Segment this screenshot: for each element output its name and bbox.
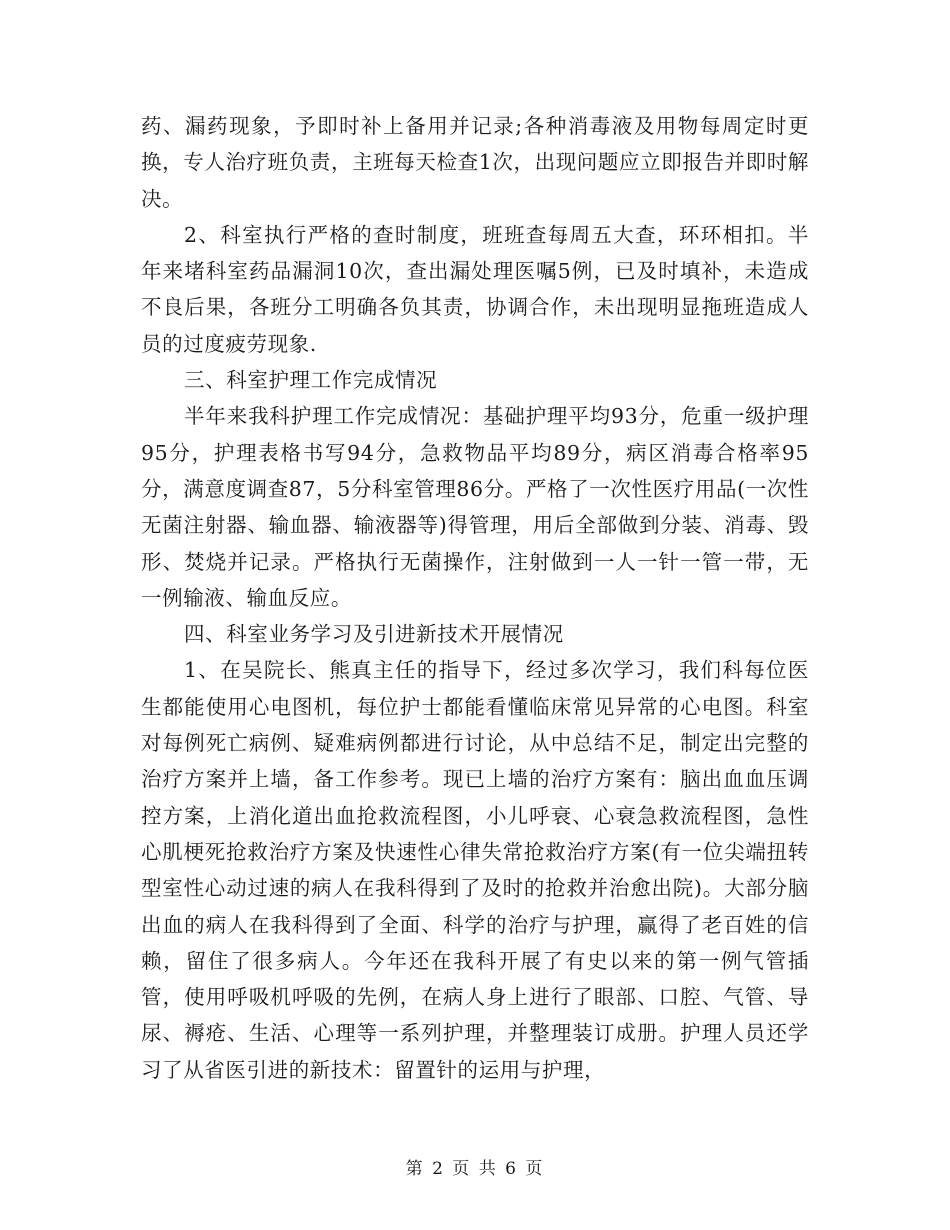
paragraph-2: 2、科室执行严格的查时制度，班班查每周五大查，环环相扣。半年来堵科室药品漏洞10次，查出漏处理医嘱5例，已及时填补，未造成不良后果，各班分工明确各负其责，协调合作，未出现明显拖班造成人员的过度疲劳现象. [141,222,809,356]
paragraph-4: 半年来我科护理工作完成情况：基础护理平均93分，危重一级护理95分，护理表格书写94分，急救物品平均89分，病区消毒合格率95分，满意度调查87，5分科室管理86分。严格了一次性医疗用品(一次性无菌注射器、输血器、输液器等)得管理，用后全部做到分装、消毒、毁形、焚烧并记录。严格执行无菌操作，注射做到一人一针一管一带，无一例输液、输血反应。 [141,404,810,610]
paragraph-6: 1、在吴院长、熊真主任的指导下，经过多次学习，我们科每位医生都能使用心电图机，每位护士都能看懂临床常见异常的心电图。科室对每例死亡病例、疑难病例都进行讨论，从中总结不足，制定出完整的治疗方案并上墙，备工作参考。现已上墙的治疗方案有：脑出血血压调控方案，上消化道出血抢救流程图，小儿呼衰、心衰急救流程图，急性心肌梗死抢救治疗方案及快速性心律失常抢救治疗方案(有一位尖端扭转型室性心动过速的病人在我科得到了及时的抢救并治愈出院)。大部分脑出血的病人在我科得到了全面、科学的治疗与护理，赢得了老百姓的信赖，留住了很多病人。今年还在我科开展了有史以来的第一例气管插管，使用呼吸机呼吸的先例，在病人身上进行了眼部、口腔、气管、导尿、褥疮、生活、心理等一系列护理，并整理装订成册。护理人员还学习了从省医引进的新技术：留置针的运用与护理， [141,658,809,1082]
paragraph-1: 药、漏药现象，予即时补上备用并记录;各种消毒液及用物每周定时更换，专人治疗班负责，主班每天检查1次，出现问题应立即报告并即时解决。 [141,114,809,211]
section-heading-3: 三、科室护理工作完成情况 [184,368,438,393]
document-body [141,108,809,1088]
page-number-footer: 第 2 页 共 6 页 [405,1159,545,1179]
section-heading-4: 四、科室业务学习及引进新技术开展情况 [184,622,564,647]
